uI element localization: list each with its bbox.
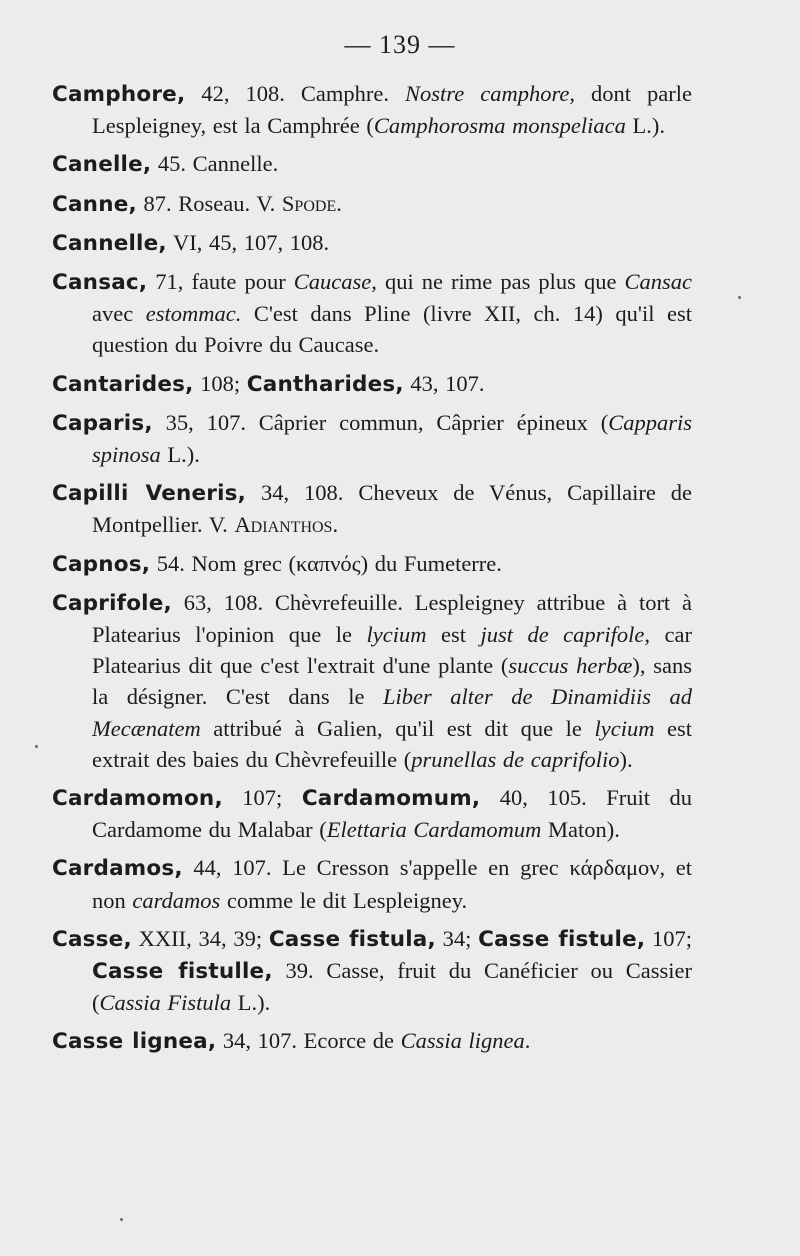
entry-text: 34, 108. Cheveux de Vénus, Capillaire de Montpellier. V. bbox=[92, 480, 692, 538]
entry-caprifole bbox=[52, 587, 692, 775]
entry-cannelle bbox=[52, 227, 692, 259]
entry-text: . bbox=[524, 1028, 531, 1054]
cross-reference: Spode bbox=[281, 190, 337, 216]
italic-text: Nostre camphore, bbox=[405, 81, 575, 106]
headword: Caprifole, bbox=[52, 590, 172, 616]
headword: Cardamomon, bbox=[52, 786, 223, 812]
entry-caparis bbox=[52, 407, 692, 470]
headword: Canelle, bbox=[52, 152, 152, 178]
entry-text: 43, 107. bbox=[403, 370, 485, 396]
entry-text: 87. Roseau. V. bbox=[136, 190, 282, 216]
italic-text: Liber alter de Dinamidiis ad Mecænatem bbox=[92, 684, 692, 741]
entry-text: 42, 108. Camphre. bbox=[185, 81, 406, 106]
italic-text: Capparis spinosa bbox=[92, 409, 692, 468]
italic-text: Cassia lignea bbox=[400, 1028, 525, 1054]
headword: Caparis, bbox=[52, 410, 153, 436]
glossary-entries bbox=[52, 78, 692, 1065]
entry-cardamomon bbox=[52, 782, 692, 845]
entry-capnos bbox=[52, 548, 692, 580]
paper-speck bbox=[738, 296, 741, 299]
paper-speck bbox=[120, 1218, 123, 1221]
entry-camphore bbox=[52, 78, 692, 141]
entry-text: 107; bbox=[645, 925, 692, 951]
entry-text: 71, faute pour bbox=[147, 269, 294, 295]
italic-text: succus herbæ bbox=[508, 653, 633, 679]
entry-text: 40, 105. Fruit du Cardamome du Malabar ( bbox=[92, 785, 692, 843]
headword: Casse, bbox=[52, 926, 132, 952]
entry-text: Maton). bbox=[541, 817, 620, 843]
entry-text: L.). bbox=[625, 113, 665, 139]
italic-text: cardamos bbox=[132, 887, 221, 913]
entry-text: attribué à Galien, qu'il est dit que le bbox=[200, 715, 595, 741]
entry-text: VI, 45, 107, 108. bbox=[166, 229, 330, 255]
headword: Capnos, bbox=[52, 551, 151, 577]
headword: Capilli Veneris, bbox=[52, 481, 247, 507]
entry-text: . bbox=[336, 190, 342, 216]
headword: Cantarides, bbox=[52, 371, 194, 397]
entry-text: XXII, 34, 39; bbox=[131, 925, 269, 951]
entry-text: 39. Casse, fruit du Canéficier ou Cassier ( bbox=[92, 958, 692, 1016]
entry-text: est bbox=[426, 622, 481, 648]
entry-text: L.). bbox=[160, 442, 200, 468]
headword: Cantharides, bbox=[246, 371, 404, 397]
entry-text: 63, 108. Chèvrefeuille. Lespleigney attribue à tort à Platearius l'opinion que le bbox=[92, 589, 692, 648]
entry-cardamos bbox=[52, 852, 692, 915]
italic-text: estommac. bbox=[145, 301, 242, 327]
entry-text: L.). bbox=[231, 990, 271, 1016]
entry-cantarides bbox=[52, 368, 692, 400]
headword: Cardamomum, bbox=[301, 786, 481, 812]
headword: Cardamos, bbox=[52, 856, 183, 882]
headword: Casse fistule, bbox=[478, 926, 646, 952]
cross-reference: Adianthos bbox=[234, 512, 333, 538]
headword: Cannelle, bbox=[52, 230, 167, 256]
entry-text: comme le dit Lespleigney. bbox=[220, 887, 468, 913]
headword: Camphore, bbox=[52, 82, 186, 107]
entry-text: 34, 107. Ecorce de bbox=[216, 1028, 401, 1054]
headword: Casse fistulle, bbox=[92, 959, 273, 985]
entry-cansac bbox=[52, 266, 692, 361]
entry-text: 45. Cannelle. bbox=[151, 151, 279, 177]
headword: Canne, bbox=[52, 191, 137, 217]
italic-text: Elettaria Cardamomum bbox=[326, 817, 542, 843]
entry-text: 44, 107. Le Cresson s'appelle en grec κάρδαμον, et non bbox=[92, 855, 692, 913]
entry-casse bbox=[52, 923, 692, 1019]
italic-text: lycium bbox=[594, 715, 655, 741]
entry-casse-lignea bbox=[52, 1025, 692, 1057]
entry-text: C'est dans Pline (livre XII, ch. 14) qu'il est question du Poivre du Caucase. bbox=[92, 301, 692, 358]
headword: Casse fistula, bbox=[268, 926, 436, 952]
entry-canne bbox=[52, 188, 692, 220]
entry-text: 34; bbox=[435, 925, 479, 951]
italic-text: Camphorosma monspeliaca bbox=[373, 113, 626, 139]
italic-text: just de caprifole, bbox=[480, 622, 651, 648]
italic-text: prunellas de caprifolio bbox=[411, 746, 620, 772]
entry-text: dont parle Lespleigney, est la Camphrée ( bbox=[92, 81, 692, 139]
italic-text: Cassia Fistula bbox=[99, 990, 232, 1016]
entry-text: est extrait des baies du Chèvrefeuille ( bbox=[92, 715, 692, 772]
entry-text: avec bbox=[92, 301, 146, 327]
entry-text: . bbox=[332, 512, 339, 538]
headword: Casse lignea, bbox=[52, 1029, 217, 1055]
italic-text: lycium bbox=[366, 622, 427, 648]
entry-text: qui ne rime pas plus que bbox=[376, 269, 625, 295]
entry-text: 108; bbox=[193, 370, 247, 396]
italic-text: Caucase, bbox=[293, 269, 377, 295]
entry-text: ), sans la désigner. C'est dans le bbox=[92, 653, 692, 710]
italic-text: Cansac bbox=[624, 269, 692, 295]
entry-text: car Platearius dit que c'est l'extrait d'une plante ( bbox=[92, 622, 693, 679]
entry-text: 35, 107. Câprier commun, Câprier épineux ( bbox=[152, 409, 609, 435]
entry-canelle bbox=[52, 148, 692, 180]
entry-text: 107; bbox=[222, 785, 302, 811]
paper-speck bbox=[35, 745, 38, 748]
entry-capilli-veneris bbox=[52, 477, 692, 540]
entry-text: 54. Nom grec (καπνός) du Fumeterre. bbox=[150, 550, 502, 576]
headword: Cansac, bbox=[52, 270, 148, 296]
page-number: — 139 — bbox=[344, 30, 456, 59]
entry-text: ). bbox=[619, 746, 633, 772]
